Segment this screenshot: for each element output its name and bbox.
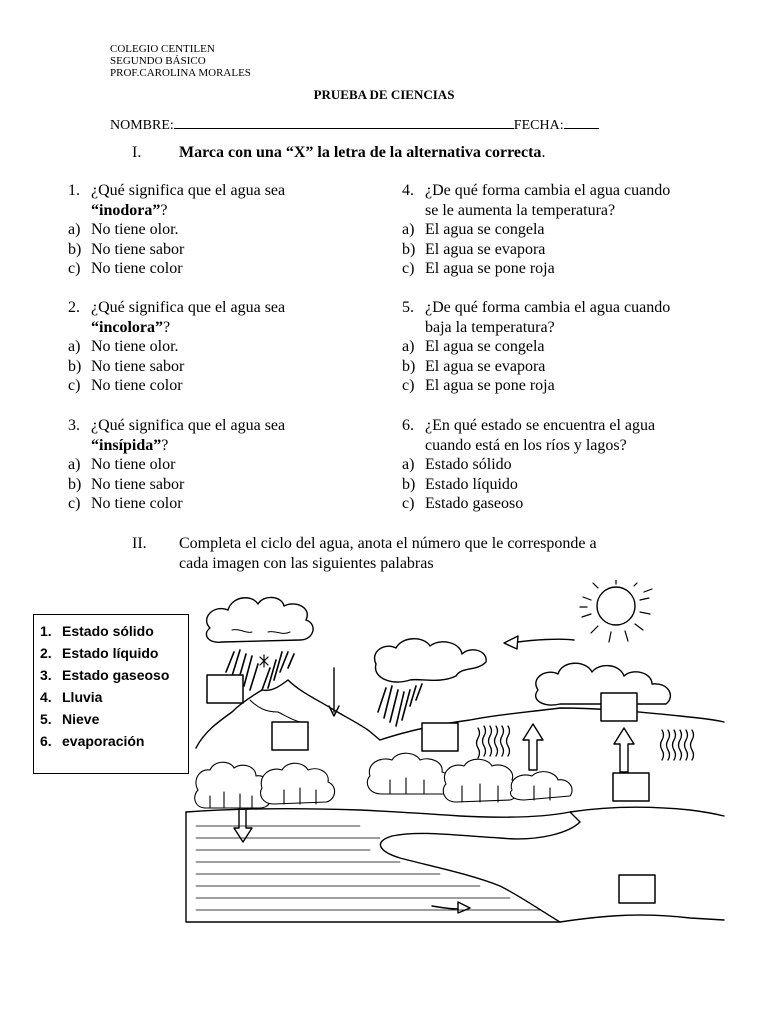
- word-list-item: 2. Estado líquido: [40, 645, 159, 661]
- option-b[interactable]: b) El agua se evapora: [402, 357, 546, 375]
- question-text: ¿De qué forma cambia el agua cuando: [425, 299, 671, 316]
- section1-number: I.: [132, 144, 142, 161]
- question-keyword: “inodora”: [91, 201, 161, 219]
- question-text-end: ?: [160, 201, 168, 219]
- option-a[interactable]: a) Estado sólido: [402, 456, 512, 473]
- date-field[interactable]: [564, 115, 599, 129]
- section2-line2: cada imagen con las siguientes palabras: [179, 555, 434, 572]
- lake-icon: [186, 812, 724, 922]
- question-3: [68, 416, 408, 514]
- question-text: ¿Qué significa que el agua sea: [91, 299, 286, 316]
- option-c[interactable]: c) No tiene color: [68, 495, 183, 512]
- option-c[interactable]: c) El agua se pone roja: [402, 377, 555, 394]
- question-keyword: “insípida”: [91, 436, 162, 454]
- question-number: 3.: [68, 417, 80, 434]
- school-name: COLEGIO CENTILEN: [110, 43, 215, 55]
- question-4: [402, 181, 742, 279]
- question-text: ¿Qué significa que el agua sea: [91, 417, 286, 434]
- question-number: 4.: [402, 182, 414, 199]
- question-1: [68, 181, 408, 279]
- option-a[interactable]: a) No tiene olor: [68, 456, 176, 473]
- section1-instruction: [179, 144, 545, 162]
- question-number: 2.: [68, 299, 80, 316]
- cloud-icon: [375, 639, 487, 682]
- question-text-end: se le aumenta la temperatura?: [425, 201, 616, 219]
- word-list-item: 1. Estado sólido: [40, 623, 154, 639]
- name-label: NOMBRE:: [110, 118, 174, 133]
- section2-line1: Completa el ciclo del agua, anota el número que le corresponde a: [179, 535, 597, 552]
- option-b[interactable]: b) No tiene sabor: [68, 240, 185, 258]
- grade-level: SEGUNDO BÁSICO: [110, 55, 206, 67]
- question-number: 5.: [402, 299, 414, 316]
- answer-box[interactable]: [207, 675, 243, 703]
- answer-box[interactable]: [601, 693, 637, 721]
- evaporation-icon: [477, 726, 694, 760]
- section2-number: II.: [132, 535, 147, 552]
- option-b[interactable]: b) El agua se evapora: [402, 240, 546, 258]
- question-text: ¿En qué estado se encuentra el agua: [425, 417, 656, 434]
- sun-icon: [580, 580, 652, 642]
- name-field[interactable]: [174, 115, 514, 129]
- snow-icon: [260, 655, 268, 667]
- option-c[interactable]: c) No tiene color: [68, 260, 183, 277]
- word-list-item: 4. Lluvia: [40, 689, 103, 705]
- answer-box[interactable]: [613, 773, 649, 801]
- section1-instruction-end: .: [541, 144, 546, 161]
- tree-icon: [195, 753, 572, 808]
- option-b[interactable]: b) No tiene sabor: [68, 357, 185, 375]
- option-b[interactable]: b) Estado líquido: [402, 475, 518, 493]
- cloud-icon: [206, 597, 313, 642]
- answer-box[interactable]: [422, 723, 458, 751]
- option-c[interactable]: c) No tiene color: [68, 377, 183, 394]
- question-text-end: ?: [163, 318, 171, 336]
- word-list-item: 6. evaporación: [40, 733, 145, 749]
- name-date-line: [110, 115, 599, 134]
- option-b[interactable]: b) No tiene sabor: [68, 475, 185, 493]
- option-c[interactable]: c) Estado gaseoso: [402, 495, 524, 512]
- question-5: [402, 298, 742, 396]
- question-text-end: ?: [161, 436, 169, 454]
- question-text-end: baja la temperatura?: [425, 318, 555, 336]
- teacher-name: PROF.CAROLINA MORALES: [110, 67, 251, 79]
- answer-box[interactable]: [619, 875, 655, 903]
- question-text: ¿De qué forma cambia el agua cuando: [425, 182, 671, 199]
- question-number: 6.: [402, 417, 414, 434]
- option-a[interactable]: a) No tiene olor.: [68, 221, 179, 238]
- section1-instruction-text: Marca con una “X” la letra de la alternativa correcta: [179, 144, 542, 161]
- option-a[interactable]: a) El agua se congela: [402, 338, 545, 355]
- answer-box[interactable]: [272, 722, 308, 750]
- rain-icon: [378, 684, 422, 726]
- word-list-item: 5. Nieve: [40, 711, 100, 727]
- question-2: [68, 298, 408, 396]
- water-cycle-diagram: [0, 580, 768, 930]
- page-title: PRUEBA DE CIENCIAS: [313, 87, 455, 102]
- question-text: ¿Qué significa que el agua sea: [91, 182, 286, 199]
- question-text-end: cuando está en los ríos y lagos?: [425, 436, 627, 454]
- question-number: 1.: [68, 182, 80, 199]
- option-a[interactable]: a) El agua se congela: [402, 221, 545, 238]
- date-label: FECHA:: [513, 118, 564, 133]
- question-6: [402, 416, 742, 514]
- option-a[interactable]: a) No tiene olor.: [68, 338, 179, 355]
- option-c[interactable]: c) El agua se pone roja: [402, 260, 555, 277]
- question-keyword: “incolora”: [91, 318, 163, 336]
- word-list-item: 3. Estado gaseoso: [40, 667, 170, 683]
